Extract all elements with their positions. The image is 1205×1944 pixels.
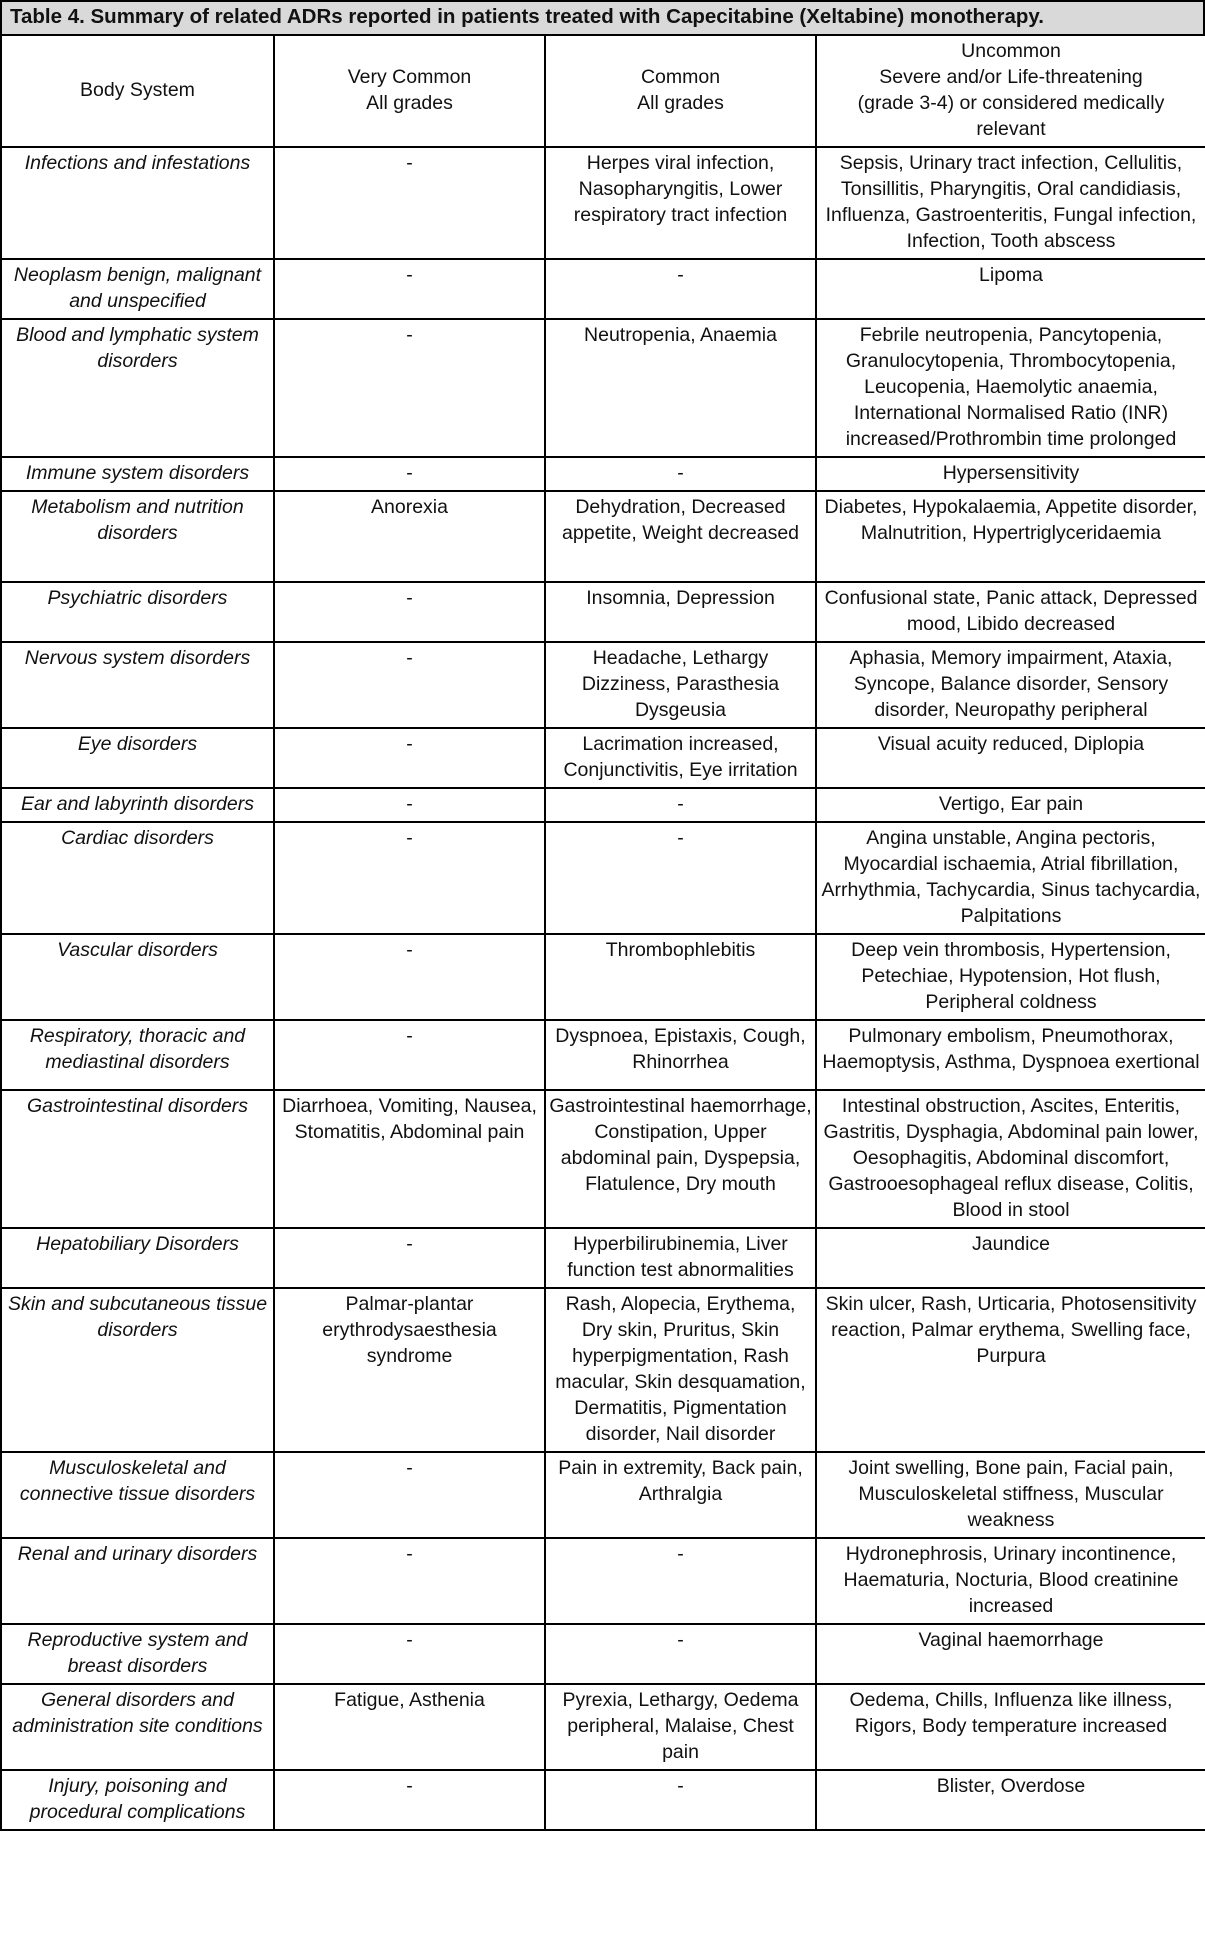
cell-uncommon: Lipoma <box>816 259 1205 319</box>
cell-body-system: Musculoskeletal and connective tissue disorders <box>1 1452 274 1538</box>
cell-uncommon: Skin ulcer, Rash, Urticaria, Photosensitivity reaction, Palmar erythema, Swelling face, Purpura <box>816 1288 1205 1452</box>
table-row <box>1 147 1205 259</box>
cell-common: Rash, Alopecia, Erythema, Dry skin, Pruritus, Skin hyperpigmentation, Rash macular, Skin desquamation, Dermatitis, Pigmentation disorder, Nail disorder <box>545 1288 816 1452</box>
cell-uncommon: Febrile neutropenia, Pancytopenia, Granulocytopenia, Thrombocytopenia, Leucopenia, Haemolytic anaemia, International Normalised Ratio (INR) increased/Prothrombin time prolonged <box>816 319 1205 457</box>
header-common-line: Common <box>640 66 721 88</box>
cell-uncommon: Aphasia, Memory impairment, Ataxia, Syncope, Balance disorder, Sensory disorder, Neuropathy peripheral <box>816 642 1205 728</box>
cell-body-system: Nervous system disorders <box>1 642 274 728</box>
cell-uncommon: Jaundice <box>816 1228 1205 1288</box>
cell-common: Dehydration, Decreased appetite, Weight decreased <box>545 491 816 582</box>
cell-common: - <box>545 1624 816 1684</box>
header-body-system: Body System <box>1 35 274 147</box>
cell-body-system: Hepatobiliary Disorders <box>1 1228 274 1288</box>
adr-table <box>0 34 1205 1831</box>
cell-body-system: Reproductive system and breast disorders <box>1 1624 274 1684</box>
cell-very-common: Diarrhoea, Vomiting, Nausea, Stomatitis, Abdominal pain <box>274 1090 545 1228</box>
cell-common: - <box>545 1770 816 1830</box>
header-common <box>545 35 816 147</box>
table-row <box>1 259 1205 319</box>
table-row <box>1 728 1205 788</box>
cell-very-common: Anorexia <box>274 491 545 582</box>
table-row <box>1 1288 1205 1452</box>
table-row <box>1 1538 1205 1624</box>
cell-very-common: - <box>274 1452 545 1538</box>
cell-uncommon: Vaginal haemorrhage <box>816 1624 1205 1684</box>
table-row <box>1 788 1205 822</box>
cell-very-common: - <box>274 934 545 1020</box>
cell-very-common: - <box>274 147 545 259</box>
table-row <box>1 1770 1205 1830</box>
cell-body-system: Psychiatric disorders <box>1 582 274 642</box>
table-row <box>1 491 1205 582</box>
cell-body-system: Gastrointestinal disorders <box>1 1090 274 1228</box>
header-very-common <box>274 35 545 147</box>
cell-common: Headache, Lethargy Dizziness, Parasthesia Dysgeusia <box>545 642 816 728</box>
cell-body-system: Injury, poisoning and procedural complications <box>1 1770 274 1830</box>
cell-uncommon: Joint swelling, Bone pain, Facial pain, Musculoskeletal stiffness, Muscular weakness <box>816 1452 1205 1538</box>
cell-body-system: Ear and labyrinth disorders <box>1 788 274 822</box>
table-row <box>1 934 1205 1020</box>
cell-body-system: General disorders and administration site conditions <box>1 1684 274 1770</box>
table-body <box>1 147 1205 1830</box>
table-row <box>1 582 1205 642</box>
cell-very-common: - <box>274 1624 545 1684</box>
table-row <box>1 457 1205 491</box>
cell-uncommon: Hydronephrosis, Urinary incontinence, Haematuria, Nocturia, Blood creatinine increased <box>816 1538 1205 1624</box>
cell-common: - <box>545 259 816 319</box>
cell-very-common: - <box>274 259 545 319</box>
cell-body-system: Infections and infestations <box>1 147 274 259</box>
table-row <box>1 1228 1205 1288</box>
cell-common: Pyrexia, Lethargy, Oedema peripheral, Malaise, Chest pain <box>545 1684 816 1770</box>
cell-body-system: Neoplasm benign, malignant and unspecified <box>1 259 274 319</box>
cell-body-system: Eye disorders <box>1 728 274 788</box>
cell-uncommon: Blister, Overdose <box>816 1770 1205 1830</box>
header-uncommon-line: relevant <box>976 118 1046 140</box>
cell-body-system: Blood and lymphatic system disorders <box>1 319 274 457</box>
cell-common: Dyspnoea, Epistaxis, Cough, Rhinorrhea <box>545 1020 816 1090</box>
header-row <box>1 35 1205 147</box>
header-uncommon-line: (grade 3-4) or considered medically <box>857 92 1165 114</box>
cell-uncommon: Vertigo, Ear pain <box>816 788 1205 822</box>
header-uncommon-line: Severe and/or Life-threatening <box>879 66 1143 88</box>
cell-common: Insomnia, Depression <box>545 582 816 642</box>
cell-common: Herpes viral infection, Nasopharyngitis, Lower respiratory tract infection <box>545 147 816 259</box>
cell-very-common: - <box>274 1770 545 1830</box>
cell-common: - <box>545 788 816 822</box>
table-row <box>1 1684 1205 1770</box>
cell-very-common: - <box>274 822 545 934</box>
cell-body-system: Renal and urinary disorders <box>1 1538 274 1624</box>
cell-very-common: - <box>274 457 545 491</box>
cell-uncommon: Visual acuity reduced, Diplopia <box>816 728 1205 788</box>
cell-common: - <box>545 457 816 491</box>
cell-common: - <box>545 1538 816 1624</box>
cell-very-common: - <box>274 728 545 788</box>
cell-common: - <box>545 822 816 934</box>
cell-body-system: Vascular disorders <box>1 934 274 1020</box>
table-row <box>1 822 1205 934</box>
cell-common: Thrombophlebitis <box>545 934 816 1020</box>
cell-uncommon: Confusional state, Panic attack, Depressed mood, Libido decreased <box>816 582 1205 642</box>
cell-uncommon: Intestinal obstruction, Ascites, Enteritis, Gastritis, Dysphagia, Abdominal pain lower, Oesophagitis, Abdominal discomfort, Gastrooesophageal reflux disease, Colitis, Blood in stool <box>816 1090 1205 1228</box>
table-row <box>1 642 1205 728</box>
cell-very-common: - <box>274 319 545 457</box>
cell-common: Gastrointestinal haemorrhage, Constipation, Upper abdominal pain, Dyspepsia, Flatulence, Dry mouth <box>545 1090 816 1228</box>
cell-uncommon: Sepsis, Urinary tract infection, Cellulitis, Tonsillitis, Pharyngitis, Oral candidiasis, Influenza, Gastroenteritis, Fungal infection, Infection, Tooth abscess <box>816 147 1205 259</box>
header-very-common-line: Very Common <box>347 66 472 88</box>
cell-uncommon: Angina unstable, Angina pectoris, Myocardial ischaemia, Atrial fibrillation, Arrhythmia, Tachycardia, Sinus tachycardia, Palpitations <box>816 822 1205 934</box>
cell-uncommon: Deep vein thrombosis, Hypertension, Petechiae, Hypotension, Hot flush, Peripheral coldness <box>816 934 1205 1020</box>
table-row <box>1 1090 1205 1228</box>
cell-uncommon: Hypersensitivity <box>816 457 1205 491</box>
cell-common: Hyperbilirubinemia, Liver function test abnormalities <box>545 1228 816 1288</box>
table-row <box>1 1020 1205 1090</box>
cell-very-common: - <box>274 1020 545 1090</box>
cell-very-common: - <box>274 1538 545 1624</box>
cell-uncommon: Pulmonary embolism, Pneumothorax, Haemoptysis, Asthma, Dyspnoea exertional <box>816 1020 1205 1090</box>
header-very-common-line: All grades <box>366 92 453 114</box>
table-header <box>1 35 1205 147</box>
cell-common: Lacrimation increased, Conjunctivitis, Eye irritation <box>545 728 816 788</box>
cell-common: Neutropenia, Anaemia <box>545 319 816 457</box>
cell-very-common: - <box>274 582 545 642</box>
cell-common: Pain in extremity, Back pain, Arthralgia <box>545 1452 816 1538</box>
table-row <box>1 1624 1205 1684</box>
cell-uncommon: Oedema, Chills, Influenza like illness, Rigors, Body temperature increased <box>816 1684 1205 1770</box>
cell-uncommon: Diabetes, Hypokalaemia, Appetite disorder, Malnutrition, Hypertriglyceridaemia <box>816 491 1205 582</box>
cell-body-system: Metabolism and nutrition disorders <box>1 491 274 582</box>
header-uncommon-line: Uncommon <box>961 40 1061 62</box>
header-common-line: All grades <box>637 92 724 114</box>
table-caption: Table 4. Summary of related ADRs reported in patients treated with Capecitabine (Xeltabine) monotherapy. <box>0 0 1205 34</box>
cell-body-system: Respiratory, thoracic and mediastinal disorders <box>1 1020 274 1090</box>
cell-very-common: Palmar-plantar erythrodysaesthesia syndrome <box>274 1288 545 1452</box>
cell-very-common: Fatigue, Asthenia <box>274 1684 545 1770</box>
cell-very-common: - <box>274 1228 545 1288</box>
table-row <box>1 1452 1205 1538</box>
cell-very-common: - <box>274 788 545 822</box>
cell-body-system: Cardiac disorders <box>1 822 274 934</box>
cell-body-system: Skin and subcutaneous tissue disorders <box>1 1288 274 1452</box>
cell-very-common: - <box>274 642 545 728</box>
header-uncommon <box>816 35 1205 147</box>
table-row <box>1 319 1205 457</box>
cell-body-system: Immune system disorders <box>1 457 274 491</box>
